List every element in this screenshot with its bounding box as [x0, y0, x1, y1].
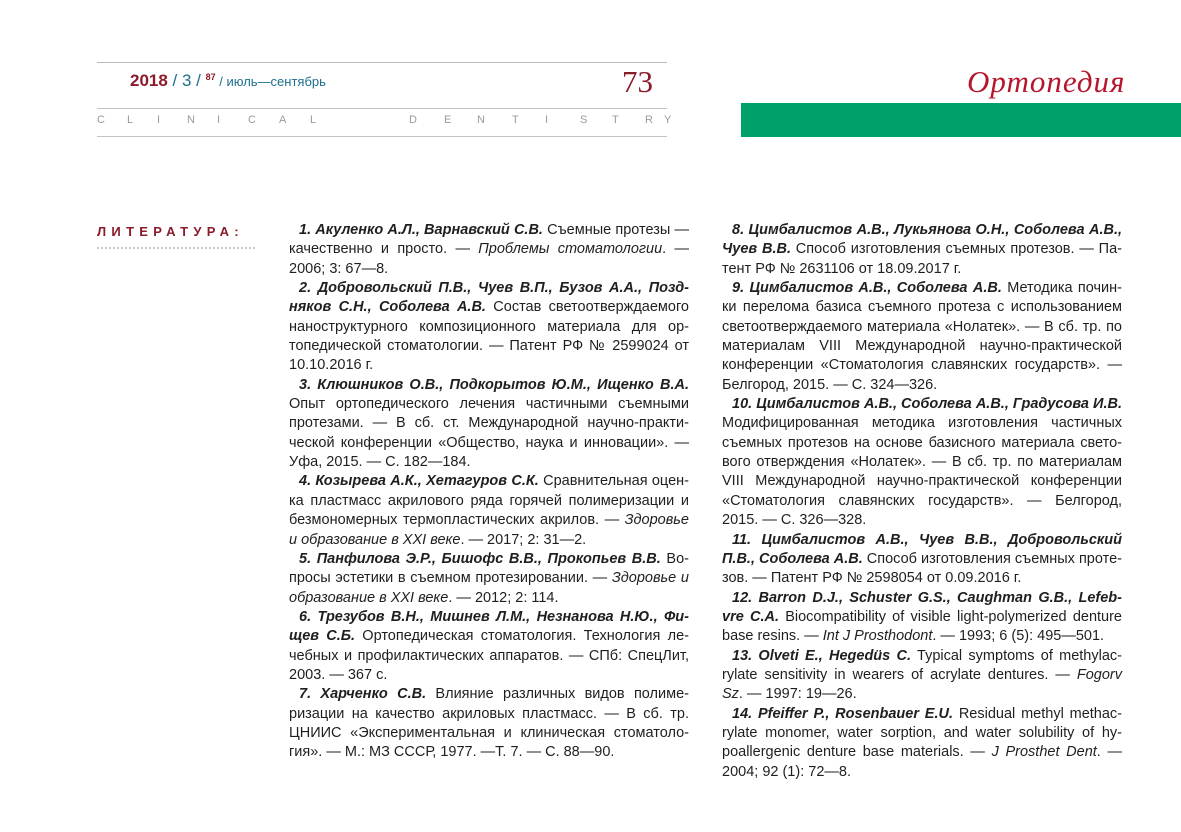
references-column-right — [722, 221, 1122, 782]
page-number: 73 — [622, 64, 653, 99]
reference-text: Biocompatibility of visible light-polymerized denture base resins. — — [722, 608, 1122, 645]
reference-journal: Int J Prosthodont — [822, 628, 933, 645]
reference-item — [722, 647, 1122, 705]
literature-divider — [97, 247, 255, 249]
reference-authors: 5. Панфилова Э.Р., Бишофс В.В., Прокопьев В.В. — [299, 550, 661, 567]
issue-year: 2018 — [130, 71, 168, 90]
reference-item — [289, 608, 689, 685]
header-rule-top — [97, 62, 667, 63]
reference-authors: 3. Клюшников О.В., Подкорытов Ю.М., Ищенко В.А. — [299, 376, 689, 393]
reference-authors: 10. Цимбалистов А.В., Соболева А.В., Градусова И.В. — [732, 396, 1122, 413]
reference-item — [289, 472, 689, 549]
journal-letter: A — [279, 114, 287, 126]
reference-authors: 2. Добровольский П.В., Чуев В.П., Бузов А.А., Поздняков С.Н., Соболева А.В. — [289, 280, 689, 316]
reference-text: Residual methyl methacrylate monomer, water sorption, and water solubility of hypoallergenic denture base materials. — — [722, 705, 1123, 761]
reference-journal: J Prosthet Dent — [991, 744, 1097, 761]
header-rule-middle — [97, 108, 667, 109]
journal-letter: C — [248, 114, 256, 126]
reference-item — [722, 531, 1122, 589]
journal-letter: Y — [664, 114, 672, 126]
reference-authors: 13. Olveti E., Hegedüs C. — [732, 647, 912, 664]
section-title: Ортопедия — [967, 64, 1126, 99]
reference-text: Методика починки перелома базиса съемного протеза с использованием светоотверждаемого материала «Нолатек». — В сб. тр. по материалам VIII Международной научно-практической конференции «Стоматология славянских государств». — Белгород, 2015. — С. 324—326. — [722, 280, 1123, 393]
reference-item — [289, 685, 689, 762]
journal-letter: L — [310, 114, 317, 126]
reference-authors: 4. Козырева А.К., Хетагуров С.К. — [299, 473, 539, 490]
reference-item — [722, 395, 1122, 530]
journal-letter: E — [444, 114, 452, 126]
journal-letter: T — [612, 114, 619, 126]
reference-text: Способ изготовления съемных протезов. — Патент РФ № 2631106 от 18.09.2017 г. — [722, 241, 1122, 277]
reference-item — [722, 221, 1122, 279]
reference-authors: 14. Pfeiffer P., Rosenbauer E.U. — [732, 705, 954, 722]
reference-authors: 8. Цимбалистов А.В., Лукьянова О.Н., Соболева А.В., Чуев В.В. — [722, 222, 1122, 258]
reference-text: Сравнительная оценка пластмасс акрилового ряда горячей полимеризации и безмономерных термопластических акрилов. — — [289, 473, 689, 529]
reference-tail: . — 2017; 2: 31—2. — [460, 531, 587, 548]
literature-heading: ЛИТЕРАТУРА: — [97, 224, 244, 239]
journal-letter: N — [187, 114, 195, 126]
journal-name — [97, 114, 672, 128]
reference-text: Typical symptoms of methylacrylate sensitivity in wearers of acrylate dentures. — — [722, 647, 1122, 683]
reference-item — [722, 589, 1122, 647]
journal-letter: D — [409, 114, 417, 126]
reference-item — [722, 705, 1122, 782]
journal-letter: L — [127, 114, 134, 126]
reference-text: Влияние различных видов полимеризации на качество акриловых пластмасс. — В сб. тр. ЦНИИС «Экспериментальная и клиническая стоматология». — М.: МЗ СССР, 1977. —Т. 7. — С. 88—90. — [289, 686, 689, 761]
journal-letter: S — [580, 114, 588, 126]
references-column-left — [289, 221, 689, 763]
header-rule-bottom — [97, 136, 667, 137]
reference-text: Вопросы эстетики в съемном протезировании. — — [289, 550, 690, 587]
reference-journal: Проблемы стоматологии — [478, 241, 663, 258]
reference-tail: . — 1997: 19—26. — [738, 686, 857, 703]
reference-text: Модифицированная методика изготовления частичных съемных протезов на основе базисного материала светового отверждения «Нолатек». — В сб. тр. по материалам VIII Международной научно-практической конференции «Стоматология славянских государств». — Белгород, 2015. — С. 326—328. — [722, 415, 1122, 529]
issue-total: 87 — [205, 72, 216, 82]
journal-letter: I — [545, 114, 549, 126]
issue-months: / июль—сентябрь — [215, 74, 326, 89]
reference-authors: 7. Харченко С.В. — [299, 686, 427, 703]
journal-letter: I — [217, 114, 221, 126]
section-color-bar — [741, 103, 1181, 137]
reference-item — [289, 279, 689, 376]
reference-tail: . — 1993; 6 (5): 495—501. — [932, 628, 1105, 645]
reference-item — [289, 221, 689, 279]
reference-authors: 12. Barron D.J., Schuster G.S., Caughman G.B., Lefebvre C.A. — [722, 589, 1122, 625]
reference-text: Съемные протезы — качественно и просто. — — [289, 222, 689, 258]
reference-journal: Здоровье и образование в XXI веке — [289, 570, 689, 606]
journal-letter: C — [97, 114, 105, 126]
reference-text: Способ изготовления съемных протезов. — Патент РФ № 2598054 от 0.09.2016 г. — [722, 550, 1122, 587]
reference-journal: Fogorv Sz — [722, 666, 1122, 703]
reference-authors: 6. Трезубов В.Н., Мишнев Л.М., Незнанова Н.Ю., Фищев С.Б. — [289, 608, 689, 645]
journal-letter: I — [157, 114, 161, 126]
reference-tail: . — 2004; 92 (1): 72—8. — [722, 744, 1123, 780]
issue-info — [130, 68, 326, 91]
reference-tail: . — 2006; 3: 67—8. — [289, 241, 690, 277]
issue-number: / 3 / — [167, 71, 206, 90]
reference-journal: Здоровье и образование в XXI веке — [289, 512, 689, 548]
reference-text: Состав светоотверждаемого наноструктурного композиционного материала для ортопедической стоматологии. — Патент РФ № 2599024 от 10.10.2016 г. — [289, 299, 689, 374]
reference-tail: . — 2012; 2: 114. — [448, 589, 559, 606]
reference-authors: 1. Акуленко А.Л., Варнавский С.В. — [299, 222, 543, 238]
reference-authors: 9. Цимбалистов А.В., Соболева А.В. — [732, 280, 1002, 297]
reference-item — [289, 376, 689, 473]
reference-authors: 11. Цимбалистов А.В., Чуев В.В., Добровольский П.В., Соболева А.В. — [722, 531, 1122, 567]
reference-text: Опыт ортопедического лечения частичными съемными протезами. — В сб. ст. Международной научно-практической конференции «Общество, наука и инновации». — Уфа, 2015. — С. 182—184. — [289, 396, 689, 471]
journal-letter: N — [477, 114, 485, 126]
reference-text: Ортопедическая стоматология. Технология лечебных и профилактических аппаратов. — СПб: СпецЛит, 2003. — 367 с. — [289, 628, 689, 683]
journal-letter: R — [645, 114, 653, 126]
reference-item — [722, 279, 1122, 395]
reference-item — [289, 550, 689, 608]
journal-letter: T — [512, 114, 519, 126]
